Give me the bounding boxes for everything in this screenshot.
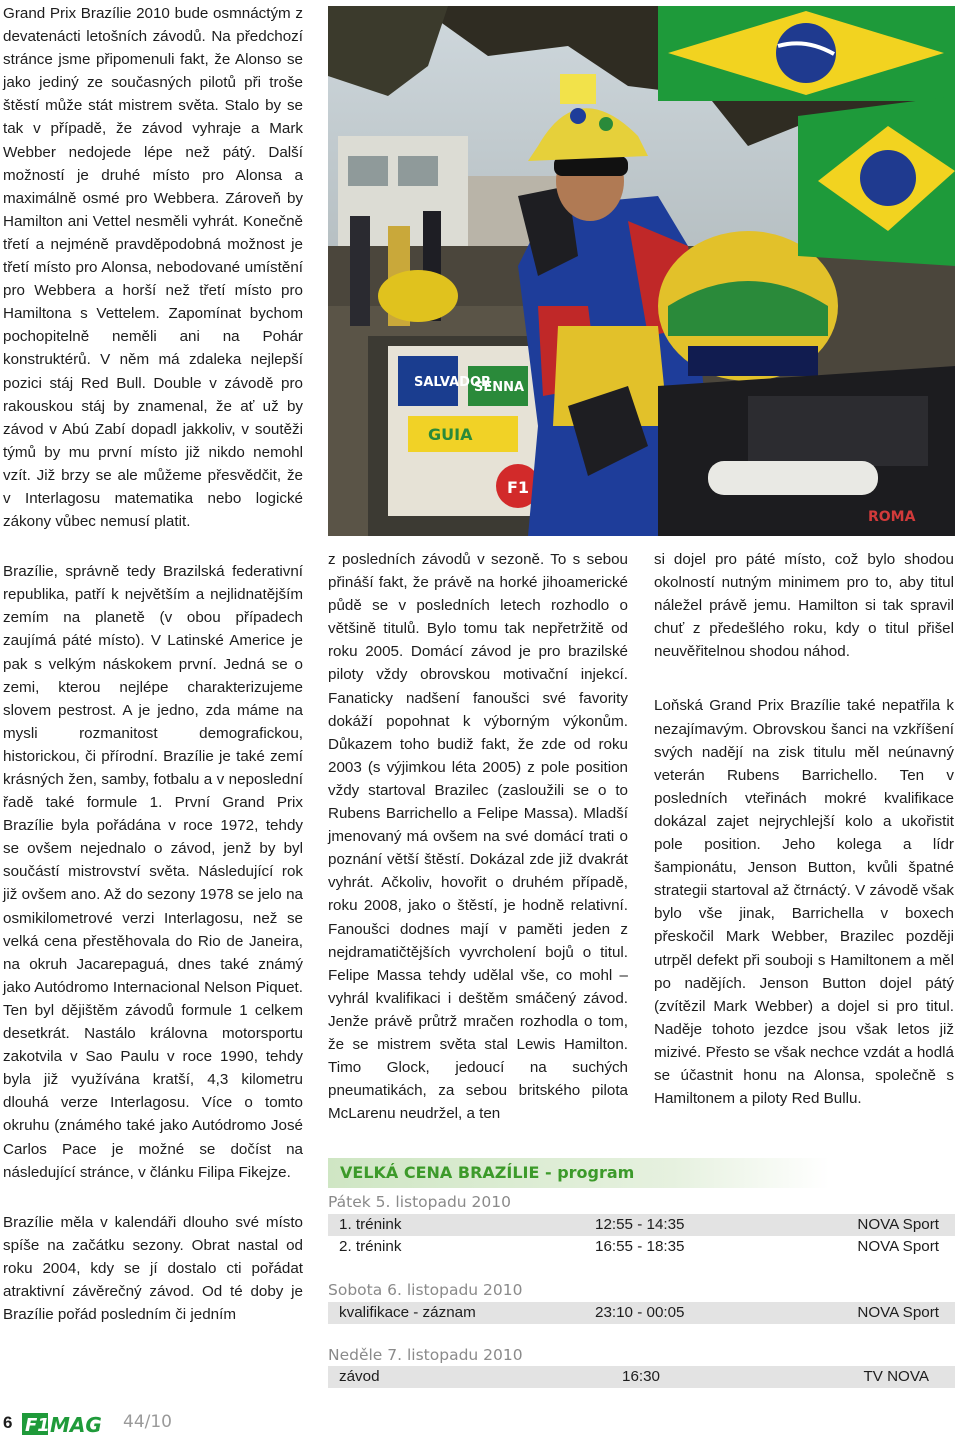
article-paragraph: Brazílie, správně tedy Brazilská federativní republika, patří k největším a nejlidnatějším zemím na planetě (v obou případech zaujímá páté místo). V Latinské Americe je pak s velkým náskokem první. Jedná se o zemi, kterou nejlépe charakterizujeme slovem pestrost. A je jedno, zda máme na mysli rozmanitost demografickou, historickou, či přírodní. Brazílie je také zemí krásných žen, samby, fotbalu a v neposlední řadě také formule 1. První Grand Prix Brazílie byla pořádána v roce 1972, tehdy se ovšem nejednalo o závod, jenž by byl součástí mistrovství světa. Následující rok již ovšem ano. Až do sezony 1978 se jelo na osmikilometrové verzi Interlagosu, než se velká cena přestěhovala do Rio de Janeira, na okruh Jacarepaguá, dnes také známý jako Autódromo Internacional Nelson Piquet. Ten byl dějištěm závodů formule 1 celkem desetkrát. Nastálo královna motorsportu zakotvila v Sao Paulu v roce 1990, tehdy byla již využívána kratší, 4,3 kilometru dlouhá verze Interlagosu. Více o tomto okruhu (známého také jako Autódromo José Carlos Pace je možné se dočíst na následující stránce, v článku Filipa Fikejze. <box>3 563 303 1181</box>
sign-text: SALVADOR <box>414 375 492 390</box>
program-row <box>328 1214 955 1236</box>
program-channel: NOVA Sport <box>857 1304 939 1321</box>
f1mag-logo <box>22 1410 114 1438</box>
program-time: 16:30 <box>622 1368 661 1385</box>
program-row <box>328 1366 955 1388</box>
article-column-middle <box>328 548 628 1125</box>
article-paragraph: Grand Prix Brazílie 2010 bude osmnáctým z devatenácti letošních závodů. Na předchozí stránce jsme připomenuli fakt, že Alonso se jako jediný ze současných pilotů při troše štěstí může stát mistrem světa. Stalo by se tak v případě, že závod vyhraje a Mark Webber nedojede lépe než pátý. Další možností je druhé místo pro Alonsa a maximálně osmé pro Webbera. Zároveň by Hamilton ani Vettel nesměli vyhrát. Konečně třetí a nejméně pravděpodobná možnost je třetí místo pro Alonsa, nebodované umístění pro Webbera a horší než třetí místo pro Hamiltona s Vettelem. Zapomínat bychom pochopitelně neměli ani na Pohár konstruktérů. V něm má zdaleka nejlepší pozici stáj Red Bull. Double v závodě pro rakouskou stáj by znamenal, že ať už by závod v Abú Zabí dopadl jakkoliv, v soutěži týmů by mu první místo již nikdo nemohl vzít. Již brzy se ale můžeme přesvědčit, že v Interlagosu matematika nebo logické zákony vůbec nemusí platit. <box>3 5 303 531</box>
program-session: 2. trénink <box>339 1238 402 1255</box>
page-footer <box>0 1408 960 1442</box>
program-time: 23:10 - 00:05 <box>595 1304 685 1321</box>
program-day-label: Neděle 7. listopadu 2010 <box>328 1346 523 1364</box>
program-time: 16:55 - 18:35 <box>595 1238 685 1255</box>
page-number: 6 <box>3 1413 13 1432</box>
article-paragraph: Loňská Grand Prix Brazílie také nepatřila k nezajímavým. Obrovskou šanci na vzkříšení svých nadějí na zisk titulu měl neúnavný veterán Rubens Barrichello. Ten v posledních vteřinách mokré kvalifikace dokázal zajet nejrychlejší kolo a ukořistit pole position. Jeho kolega a lídr šampionátu, Jenson Button, kvůli špatné strategii startoval až čtrnáctý. V závodě však bylo vše jinak, Barrichella v boxech přeskočil Mark Webber, Brazilec později utrpěl defekt při souboji s Hamiltonem a měl po nadějích. Jenson Button dojel pátý (zvítězil Mark Webber) a dojel si pro titul. Naděje tohoto jezdce jsou však letos již mizivé. Přesto se však nechce vzdát a hodlá se účastnit honu na Alonsa, společně s Hamiltonem a piloty Red Bullu. <box>654 697 954 1108</box>
program-session: 1. trénink <box>339 1216 402 1233</box>
race-program <box>328 1158 955 1388</box>
fan-photo-illustration <box>328 6 955 536</box>
article-paragraph: Brazílie měla v kalendáři dlouho své místo spíše na začátku sezony. Obrat nastal od roku 2004, kdy se jí dostalo cti pořádat atraktivní závěrečný závod. Od té doby je Brazílie pořád posledním či jedním <box>3 1213 303 1324</box>
program-channel: TV NOVA <box>863 1368 929 1385</box>
program-channel: NOVA Sport <box>857 1216 939 1233</box>
svg-text:MAG: MAG <box>50 1413 102 1437</box>
fan-photo <box>328 6 955 536</box>
article-column-right <box>654 548 954 1110</box>
program-time: 12:55 - 14:35 <box>595 1216 685 1233</box>
program-session: kvalifikace - záznam <box>339 1304 476 1321</box>
program-row <box>328 1302 955 1324</box>
sign-text: F1 <box>507 478 530 497</box>
article-column-left <box>3 2 303 1326</box>
program-session: závod <box>339 1368 380 1385</box>
sign-text: GUIA <box>428 425 473 444</box>
program-day-label: Sobota 6. listopadu 2010 <box>328 1281 523 1299</box>
article-paragraph: z posledních závodů v sezoně. To s sebou přináší fakt, že právě na horké jihoamerické půdě se v posledních letech rozhodlo o většině titulů. Bylo tomu tak nepřetržitě od roku 2005. Domácí závod je pro brazilské piloty vždy obrovskou motivační injekcí. Fanaticky nadšení fanoušci své favority dokáží popohnat k výborným výkonům. Důkazem toho budiž fakt, že zde od roku 2003 (s výjimkou léta 2005) z pole position vždy startoval Brazilec (zasloužili se o to Rubens Barrichello a Felipe Massa). Mladší jmenovaný má ovšem na své domácí trati o poznání větší štěstí. Dokázal zde již dvakrát vyhrát. Ačkoliv, hovořit o druhém případě, roku 2008, jako o štěstí, je hodně relativní. Fanoušci dodnes mají v paměti jeden z nejdramatičtějších vyvrcholení bojů o titul. Felipe Massa tehdy udělal vše, co mohl – vyhrál kvalifikaci i deštěm smáčený závod. Jenže právě průtrž mračen rozhodla o tom, že se mistrem světa stal Lewis Hamilton. Timo Glock, jedoucí na suchých pneumatikách, za sebou britského pilota McLarenu neudržel, a ten <box>328 551 628 1123</box>
article-paragraph: si dojel pro páté místo, což bylo shodou okolností nutným minimem pro to, aby titul náležel právě jemu. Hamilton si tak spravil chuť z předešlého roku, kdy o titul přišel neuvěřitelnou shodou náhod. <box>654 551 954 661</box>
sign-text: ROMA <box>868 509 916 525</box>
program-title: VELKÁ CENA BRAZÍLIE - program <box>328 1158 955 1188</box>
sign-text: SENNA <box>474 380 525 395</box>
issue-number: 44/10 <box>123 1412 172 1432</box>
program-day-label: Pátek 5. listopadu 2010 <box>328 1193 512 1211</box>
svg-text:F1: F1 <box>25 1415 50 1436</box>
program-row <box>328 1236 955 1258</box>
program-channel: NOVA Sport <box>857 1238 939 1255</box>
